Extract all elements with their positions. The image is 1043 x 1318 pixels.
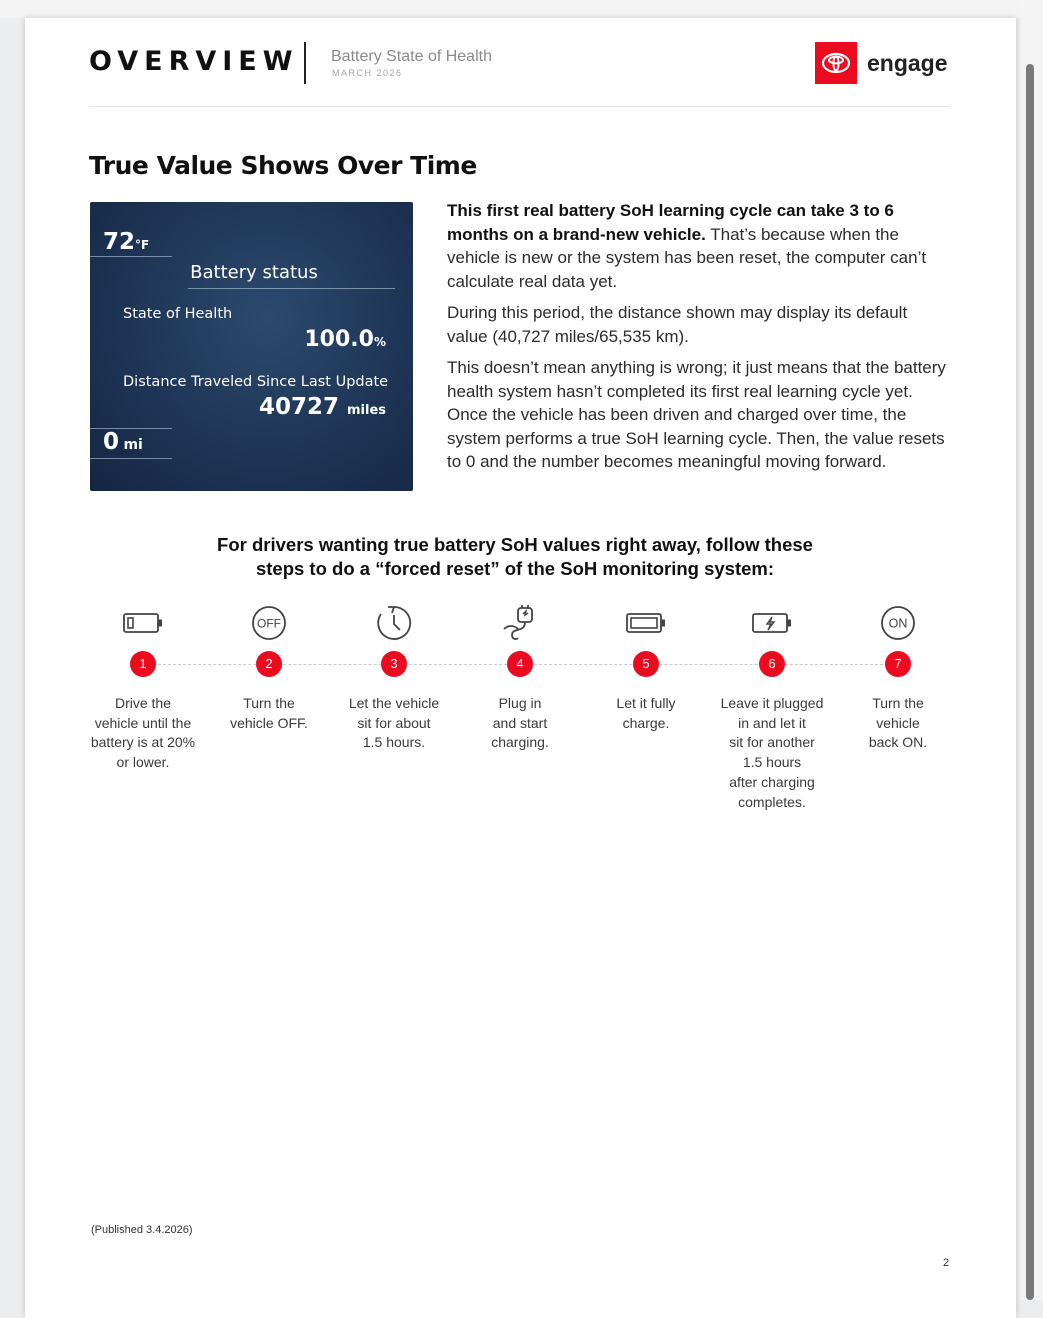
step-description: Turn the vehicle OFF. [230, 695, 308, 731]
header-subtitle: Battery State of Health [331, 48, 492, 65]
temperature-value: 72 [103, 229, 136, 255]
step-number: 4 [507, 651, 533, 677]
step-2 [204, 600, 334, 733]
paragraph-3: This doesn’t mean anything is wrong; it just means that the battery health system hasn’t completed its first real learning cycle yet. Once the vehicle has been driven and charged over time, the system performs a true SoH learning cycle. Then, the value resets to 0 and the number becomes meaningful moving forward. [447, 358, 946, 471]
clock-icon [329, 600, 459, 646]
header-rule [89, 106, 949, 107]
distance-label: Distance Traveled Since Last Update [123, 374, 389, 390]
section-title: True Value Shows Over Time [89, 151, 477, 180]
battery-status-heading: Battery status [190, 262, 318, 283]
toyota-logo-icon [815, 42, 857, 84]
step-number: 5 [633, 651, 659, 677]
odometer-value: 0 [103, 429, 120, 455]
step-1 [78, 600, 208, 773]
power-on-label: ON [888, 616, 908, 631]
step-number: 6 [759, 651, 785, 677]
step-number: 2 [256, 651, 282, 677]
step-3 [329, 600, 459, 753]
step-description: Turn the vehicle back ON. [868, 695, 928, 751]
charging-plug-icon [455, 600, 585, 646]
header-divider [304, 42, 306, 84]
odometer-unit: mi [123, 437, 143, 453]
step-number: 1 [130, 651, 156, 677]
paragraph-1-bold: This first real battery SoH learning cycle can take 3 to 6 months on a brand-new vehicle. [447, 201, 894, 244]
distance-unit: miles [346, 403, 386, 418]
soh-label: State of Health [123, 306, 233, 322]
power-off-label: OFF [257, 616, 281, 631]
step-4 [455, 600, 585, 753]
temperature [103, 229, 149, 255]
soh-unit: % [373, 335, 386, 349]
steps-title: For drivers wanting true battery SoH values right away, follow these steps to do a “forced reset” of the SoH monitoring system: [217, 534, 813, 579]
top-edge [0, 0, 1020, 18]
battery-full-icon [581, 600, 711, 646]
battery-charging-icon [707, 600, 837, 646]
published-date: (Published 3.4.2026) [91, 1224, 193, 1236]
header-title: OVERVIEW [89, 46, 299, 77]
battery-low-icon [78, 600, 208, 646]
step-6 [707, 600, 837, 812]
step-7 [833, 600, 963, 753]
soh-value: 100.0 [304, 327, 374, 352]
header-date: MARCH 2026 [332, 68, 403, 78]
paragraph-1 [447, 199, 947, 293]
step-description: Let the vehicle sit for about 1.5 hours. [348, 695, 440, 751]
soh-reading [304, 327, 386, 352]
paragraph-1-rest: That’s because when the vehicle is new or the system has been reset, the computer can’t calculate real data yet. [447, 224, 927, 291]
power-off-icon [204, 600, 334, 646]
step-description: Let it fully charge. [616, 695, 676, 731]
distance-reading [259, 394, 386, 420]
step-description: Drive the vehicle until the battery is at 20% or lower. [90, 695, 196, 771]
step-description: Plug in and start charging. [491, 695, 549, 751]
scrollbar-thumb[interactable] [1026, 64, 1034, 1300]
odometer [103, 429, 143, 455]
step-number: 3 [381, 651, 407, 677]
paragraph-2: During this period, the distance shown may display its default value (40,727 miles/65,535 km). [447, 303, 908, 346]
step-number: 7 [885, 651, 911, 677]
page-number: 2 [943, 1257, 950, 1269]
step-5 [581, 600, 711, 733]
temperature-unit: °F [135, 238, 150, 252]
power-on-icon [833, 600, 963, 646]
body-text [447, 199, 947, 482]
battery-status-screen [90, 202, 413, 491]
step-description: Leave it plugged in and let it sit for another 1.5 hours after charging completes. [720, 695, 824, 810]
brand-name: engage [867, 50, 948, 76]
distance-value: 40727 [258, 394, 339, 420]
